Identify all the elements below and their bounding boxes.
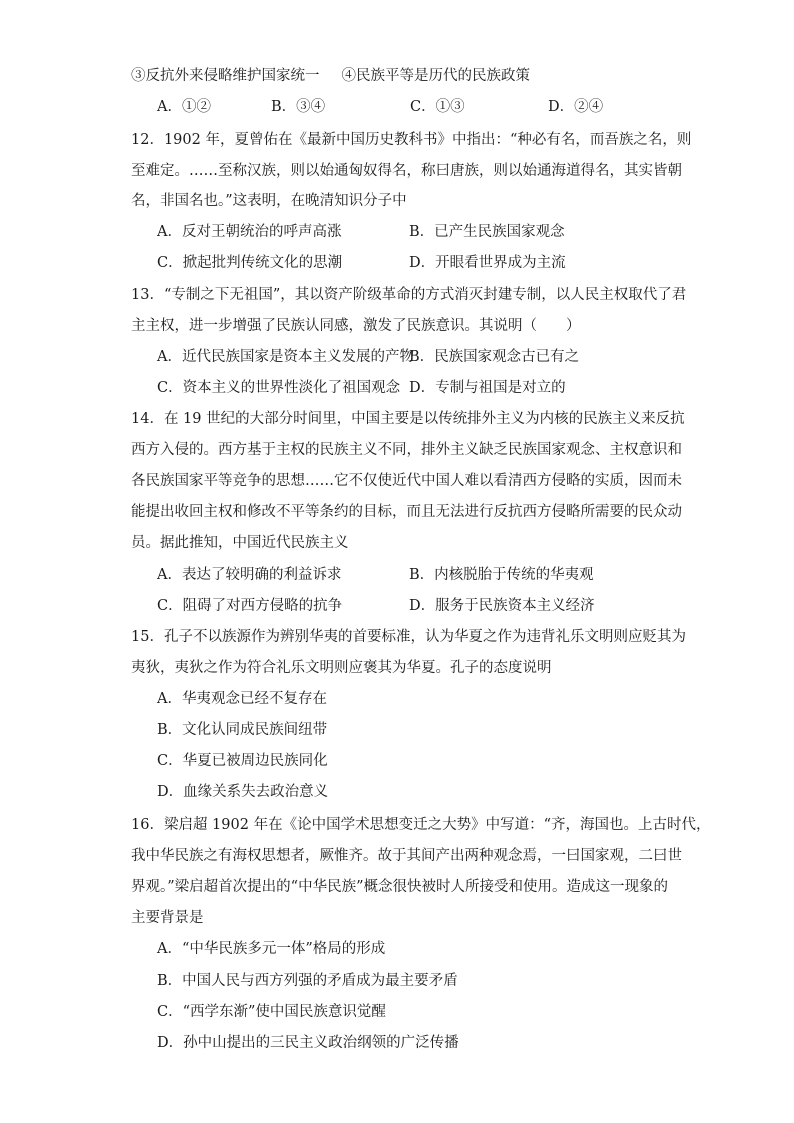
q16-option-c[interactable]: C．“西学东渐”使中国民族意识觉醒 xyxy=(157,1004,386,1020)
q14-option-a[interactable]: A．表达了较明确的利益诉求 xyxy=(157,567,342,583)
q14-line-5: 员。据此推知，中国近代民族主义 xyxy=(131,535,349,551)
q16-line-1: 16．梁启超 1902 年在《论中国学术思想变迁之大势》中写道：“齐，海国也。上古时代， xyxy=(131,817,711,833)
q13-options-row-1 xyxy=(157,347,677,367)
q14-line-4: 能提出收回主权和修改不平等条约的目标，而且无法进行反抗西方侵略所需要的民众动 xyxy=(131,504,682,520)
prev-items-line xyxy=(131,66,530,86)
q16-option-d[interactable]: D．孙中山提出的三民主义政治纲领的广泛传播 xyxy=(157,1035,459,1051)
q12-option-a[interactable]: A．反对王朝统治的呼声高涨 xyxy=(157,224,342,240)
q13-line-1: 13．“专制之下无祖国”，其以资产阶级革命的方式消灭封建专制，以人民主权取代了君 xyxy=(131,287,687,303)
q12-option-b[interactable]: B．已产生民族国家观念 xyxy=(409,224,565,240)
q15-option-b[interactable]: B．文化认同成民族间纽带 xyxy=(157,722,328,738)
q15-option-a[interactable]: A．华夷观念已经不复存在 xyxy=(157,691,327,707)
q15-line-2: 夷狄，夷狄之作为符合礼乐文明则应褒其为华夏。孔子的态度说明 xyxy=(131,660,552,676)
q15-option-c[interactable]: C．华夏已被周边民族同化 xyxy=(157,753,328,769)
q13-option-d[interactable]: D．专制与祖国是对立的 xyxy=(409,380,566,396)
prev-option-a[interactable]: A．①② xyxy=(157,99,211,115)
q14-option-c[interactable]: C．阻碍了对西方侵略的抗争 xyxy=(157,598,343,614)
prev-option-b[interactable]: B．③④ xyxy=(271,99,326,115)
q12-options-row-2 xyxy=(157,253,677,273)
q13-options-row-2 xyxy=(157,378,677,398)
q16-option-a[interactable]: A．“中华民族多元一体”格局的形成 xyxy=(157,941,386,957)
q12-line-1: 12．1902 年，夏曾佑在《最新中国历史教科书》中指出：“种必有名，而吾族之名，则 xyxy=(131,132,692,148)
q12-option-d[interactable]: D．开眼看世界成为主流 xyxy=(409,255,566,271)
prev-item-4: ④民族平等是历代的民族政策 xyxy=(341,68,530,84)
q16-option-b[interactable]: B．中国人民与西方列强的矛盾成为最主要矛盾 xyxy=(157,973,458,989)
q12-line-3: 名，非国名也。”这表明，在晚清知识分子中 xyxy=(131,193,407,209)
q12-options-row-1 xyxy=(157,222,677,242)
q14-line-2: 西方入侵的。西方基于主权的民族主义不同，排外主义缺乏民族国家观念、主权意识和 xyxy=(131,442,682,458)
q14-option-b[interactable]: B．内核脱胎于传统的华夷观 xyxy=(409,567,594,583)
q14-options-row-1 xyxy=(157,565,677,585)
prev-item-3: ③反抗外来侵略维护国家统一 xyxy=(131,68,320,84)
q14-line-3: 各民族国家平等竞争的思想……它不仅使近代中国人难以看清西方侵略的实质，因而未 xyxy=(131,473,682,489)
q16-line-2: 我中华民族之有海权思想者，厥惟齐。故于其间产出两种观念焉，一曰国家观，二曰世 xyxy=(131,848,682,864)
q16-line-3: 界观。”梁启超首次提出的“中华民族”概念很快被时人所接受和使用。造成这一现象的 xyxy=(131,879,668,895)
q14-option-d[interactable]: D．服务于民族资本主义经济 xyxy=(409,598,595,614)
prev-options xyxy=(157,97,657,117)
q13-option-a[interactable]: A．近代民族国家是资本主义发展的产物 xyxy=(157,349,414,365)
q12-option-c[interactable]: C．掀起批判传统文化的思潮 xyxy=(157,255,343,271)
q14-options-row-2 xyxy=(157,596,677,616)
prev-option-c[interactable]: C．①③ xyxy=(410,99,465,115)
q13-option-c[interactable]: C．资本主义的世界性淡化了祖国观念 xyxy=(157,380,401,396)
q13-line-2: 主主权，进一步增强了民族认同感，激发了民族意识。其说明（ ） xyxy=(131,318,581,334)
q14-line-1: 14．在 19 世纪的大部分时间里，中国主要是以传统排外主义为内核的民族主义来反抗 xyxy=(131,411,685,427)
q13-option-b[interactable]: B．民族国家观念古已有之 xyxy=(409,349,580,365)
prev-option-d[interactable]: D．②④ xyxy=(548,99,604,115)
q16-line-4: 主要背景是 xyxy=(131,910,204,926)
q15-option-d[interactable]: D．血缘关系失去政治意义 xyxy=(157,784,329,800)
q15-line-1: 15．孔子不以族源作为辨别华夷的首要标准，认为华夏之作为违背礼乐文明则应贬其为 xyxy=(131,629,686,645)
q12-line-2: 至难定。……至称汉族，则以始通匈奴得名，称曰唐族，则以始通海道得名，其实皆朝 xyxy=(131,163,682,179)
